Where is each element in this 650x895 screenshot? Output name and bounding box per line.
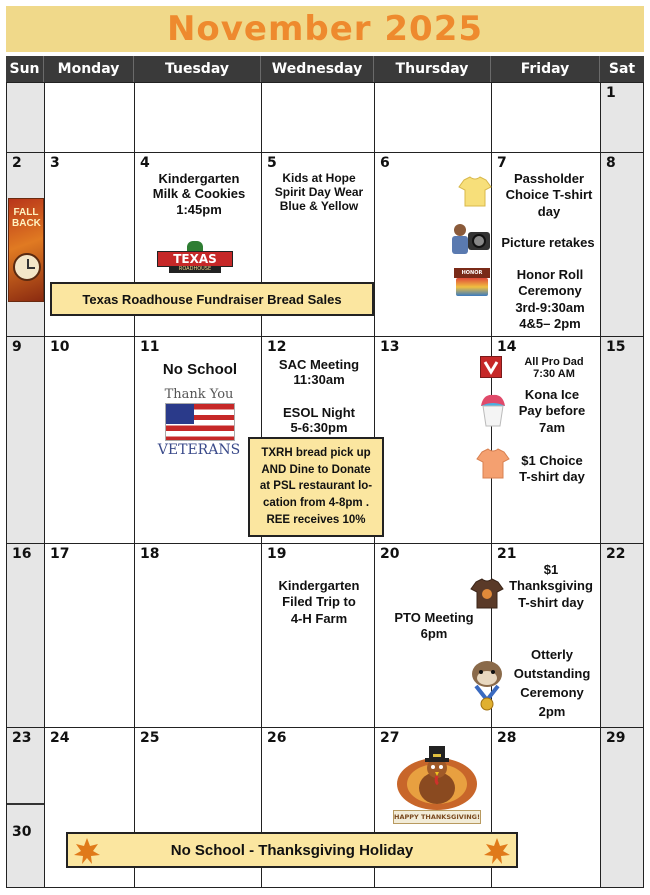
day-cell-29 xyxy=(600,727,644,888)
day-cell-18 xyxy=(134,543,262,728)
event-line: Kindergarten xyxy=(278,578,360,593)
event-line: Ceremony xyxy=(520,684,584,700)
date-number: 21 xyxy=(497,546,517,562)
event-line: Thanksgiving xyxy=(509,578,593,594)
event-otterly-outstanding xyxy=(506,646,598,721)
weekday-monday: Monday xyxy=(44,56,134,82)
event-line: ESOL Night xyxy=(283,405,355,420)
day-cell-10 xyxy=(44,336,135,544)
event-line: Outstanding xyxy=(513,665,591,681)
event-esol-night xyxy=(266,405,372,436)
note-line: cation from 4-8pm . xyxy=(262,497,370,510)
date-number: 27 xyxy=(380,730,400,746)
event-line: Passholder xyxy=(513,171,585,186)
day-cell-23-30 xyxy=(6,727,45,888)
date-number: 4 xyxy=(140,155,150,171)
fall-back-text: FALL BACK xyxy=(12,207,41,229)
date-number: 28 xyxy=(497,730,517,746)
event-line: Pay before xyxy=(518,403,586,419)
autumn-leaf-icon xyxy=(72,836,102,866)
event-line: 1:45pm xyxy=(176,201,222,217)
date-number: 2 xyxy=(12,155,22,171)
event-line: T-shirt day xyxy=(518,594,584,610)
date-number: 13 xyxy=(380,339,400,355)
calendar-title: November 2025 xyxy=(166,9,484,49)
date-number: 5 xyxy=(267,155,277,171)
event-line: $1 Choice xyxy=(521,453,583,468)
date-number: 23 xyxy=(12,730,32,746)
event-line: 3rd-9:30am xyxy=(515,299,585,315)
weekday-sun: Sun xyxy=(6,56,44,82)
day-cell-11 xyxy=(134,336,262,544)
day-cell-8 xyxy=(600,152,644,337)
event-line: T-shirt day xyxy=(519,469,585,485)
autumn-leaf-icon xyxy=(482,836,512,866)
day-cell-22 xyxy=(600,543,644,728)
event-line: 2pm xyxy=(538,703,566,719)
date-number: 7 xyxy=(497,155,507,171)
day-cell-7 xyxy=(491,152,601,337)
week-divider xyxy=(7,803,44,805)
date-number: 30 xyxy=(12,824,32,840)
date-number: 22 xyxy=(606,546,626,562)
date-number: 8 xyxy=(606,155,616,171)
day-cell-16 xyxy=(6,543,45,728)
date-number: 3 xyxy=(50,155,60,171)
day-cell-9 xyxy=(6,336,45,544)
event-line: Ceremony xyxy=(518,283,582,299)
veterans-text: VETERANS xyxy=(157,442,241,458)
day-cell-19 xyxy=(261,543,375,728)
orange-tshirt-icon xyxy=(476,446,510,480)
event-kona-ice xyxy=(506,387,598,436)
event-line: 11:30am xyxy=(293,372,345,388)
date-number: 12 xyxy=(267,339,287,355)
day-cell-17 xyxy=(44,543,135,728)
date-number: 25 xyxy=(140,730,160,746)
happy-thanksgiving-caption: HAPPY THANKSGIVING! xyxy=(393,810,481,824)
day-cell-empty xyxy=(6,82,45,153)
txrh-dine-to-donate-note xyxy=(248,437,384,537)
date-number: 29 xyxy=(606,730,626,746)
event-line: Milk & Cookies xyxy=(152,186,246,202)
event-picture-retakes: Picture retakes xyxy=(501,235,595,250)
thanksgiving-banner-text: No School - Thanksgiving Holiday xyxy=(170,841,414,859)
date-number: 26 xyxy=(267,730,287,746)
event-pto-meeting xyxy=(379,610,489,643)
otter-medal-icon xyxy=(468,658,506,712)
event-line: All Pro Dad xyxy=(524,356,584,368)
calendar-grid xyxy=(6,56,644,888)
clock-icon xyxy=(13,253,41,281)
weekday-tuesday: Tuesday xyxy=(134,56,261,82)
day-cell-empty xyxy=(134,82,262,153)
event-honor-roll xyxy=(502,267,598,332)
day-cell-15 xyxy=(600,336,644,544)
honor-roll-badge-text: HONOR xyxy=(454,268,490,278)
thanksgiving-holiday-banner xyxy=(66,832,518,868)
event-line: 7am xyxy=(538,419,566,435)
event-line: Kids at Hope xyxy=(282,171,356,185)
fall-back-clock-image xyxy=(8,198,44,302)
veterans-day-flag-image xyxy=(153,387,245,459)
event-line: Kona Ice xyxy=(524,387,580,402)
event-line: Honor Roll xyxy=(516,267,584,282)
date-number: 15 xyxy=(606,339,626,355)
yellow-tshirt-icon xyxy=(458,174,492,208)
event-line: Spirit Day Wear xyxy=(274,185,364,200)
event-line: Blue & Yellow xyxy=(279,199,359,214)
event-no-school-veterans: No School xyxy=(162,361,238,378)
honor-roll-badge-icon xyxy=(452,264,492,300)
day-cell-empty xyxy=(261,82,375,153)
calendar-title-bar xyxy=(6,6,644,52)
date-number: 19 xyxy=(267,546,287,562)
event-line: $1 xyxy=(543,562,559,577)
day-cell-13 xyxy=(374,336,492,544)
kona-ice-cup-icon xyxy=(478,392,508,428)
event-line: Filed Trip to xyxy=(282,594,356,610)
event-passholder-shirt xyxy=(498,171,600,220)
event-choice-shirt xyxy=(506,453,598,486)
day-cell-empty xyxy=(44,82,135,153)
day-cell-empty xyxy=(491,82,601,153)
date-number: 20 xyxy=(380,546,400,562)
event-sac-meeting xyxy=(266,357,372,388)
weekday-wednesday: Wednesday xyxy=(261,56,374,82)
weekday-sat: Sat xyxy=(608,61,636,77)
book-stack-icon xyxy=(456,278,488,296)
texas-logo-text: TEXAS xyxy=(157,251,233,267)
event-line: 6pm xyxy=(420,626,448,642)
date-number: 16 xyxy=(12,546,32,562)
date-number: 10 xyxy=(50,339,70,355)
day-cell-empty xyxy=(374,82,492,153)
event-line: 7:30 AM xyxy=(533,367,575,380)
event-line: 4-H Farm xyxy=(290,610,348,626)
date-number: 17 xyxy=(50,546,70,562)
texas-roadhouse-logo xyxy=(157,241,233,275)
date-number: 1 xyxy=(606,85,616,101)
american-flag-icon xyxy=(165,403,235,441)
event-kindergarten-milk xyxy=(139,171,259,217)
note-line: REE receives 10% xyxy=(266,513,366,526)
event-line: day xyxy=(537,203,561,219)
event-line: Kindergarten xyxy=(158,171,240,186)
day-cell-2 xyxy=(6,152,45,337)
date-number: 24 xyxy=(50,730,70,746)
date-number: 11 xyxy=(140,339,160,355)
event-line: Choice T-shirt xyxy=(505,187,593,203)
date-number: 18 xyxy=(140,546,160,562)
note-line: AND Dine to Donate xyxy=(261,463,371,476)
camera-photographer-icon xyxy=(448,222,492,256)
day-cell-1 xyxy=(600,82,644,153)
date-number: 9 xyxy=(12,339,22,355)
weekday-friday: Friday xyxy=(491,56,600,82)
date-number: 6 xyxy=(380,155,390,171)
bread-sales-banner: Texas Roadhouse Fundraiser Bread Sales xyxy=(50,282,374,316)
note-line: at PSL restaurant lo- xyxy=(259,480,373,493)
weekday-thursday: Thursday xyxy=(374,56,491,82)
day-cell-14 xyxy=(491,336,601,544)
event-line: Otterly xyxy=(531,647,573,662)
event-line: SAC Meeting xyxy=(278,357,360,372)
event-line: 5-6:30pm xyxy=(290,420,348,436)
event-thanksgiving-shirt xyxy=(502,562,600,611)
note-line: TXRH bread pick up xyxy=(261,447,371,459)
brown-turkey-tshirt-icon xyxy=(470,576,504,610)
roadhouse-logo-text: ROADHOUSE xyxy=(169,266,221,273)
event-all-pro-dad xyxy=(512,357,596,380)
thanksgiving-turkey-image xyxy=(389,740,485,826)
thank-you-text: Thank You xyxy=(164,387,234,402)
all-pro-dad-logo-icon xyxy=(480,356,502,378)
day-cell-21 xyxy=(491,543,601,728)
date-number: 14 xyxy=(497,339,517,355)
event-kids-at-hope xyxy=(266,171,372,213)
event-kindergarten-field-trip xyxy=(266,578,372,627)
event-line: PTO Meeting xyxy=(394,610,474,625)
event-line: 4&5– 2pm xyxy=(519,315,581,331)
weekday-header xyxy=(6,56,644,82)
